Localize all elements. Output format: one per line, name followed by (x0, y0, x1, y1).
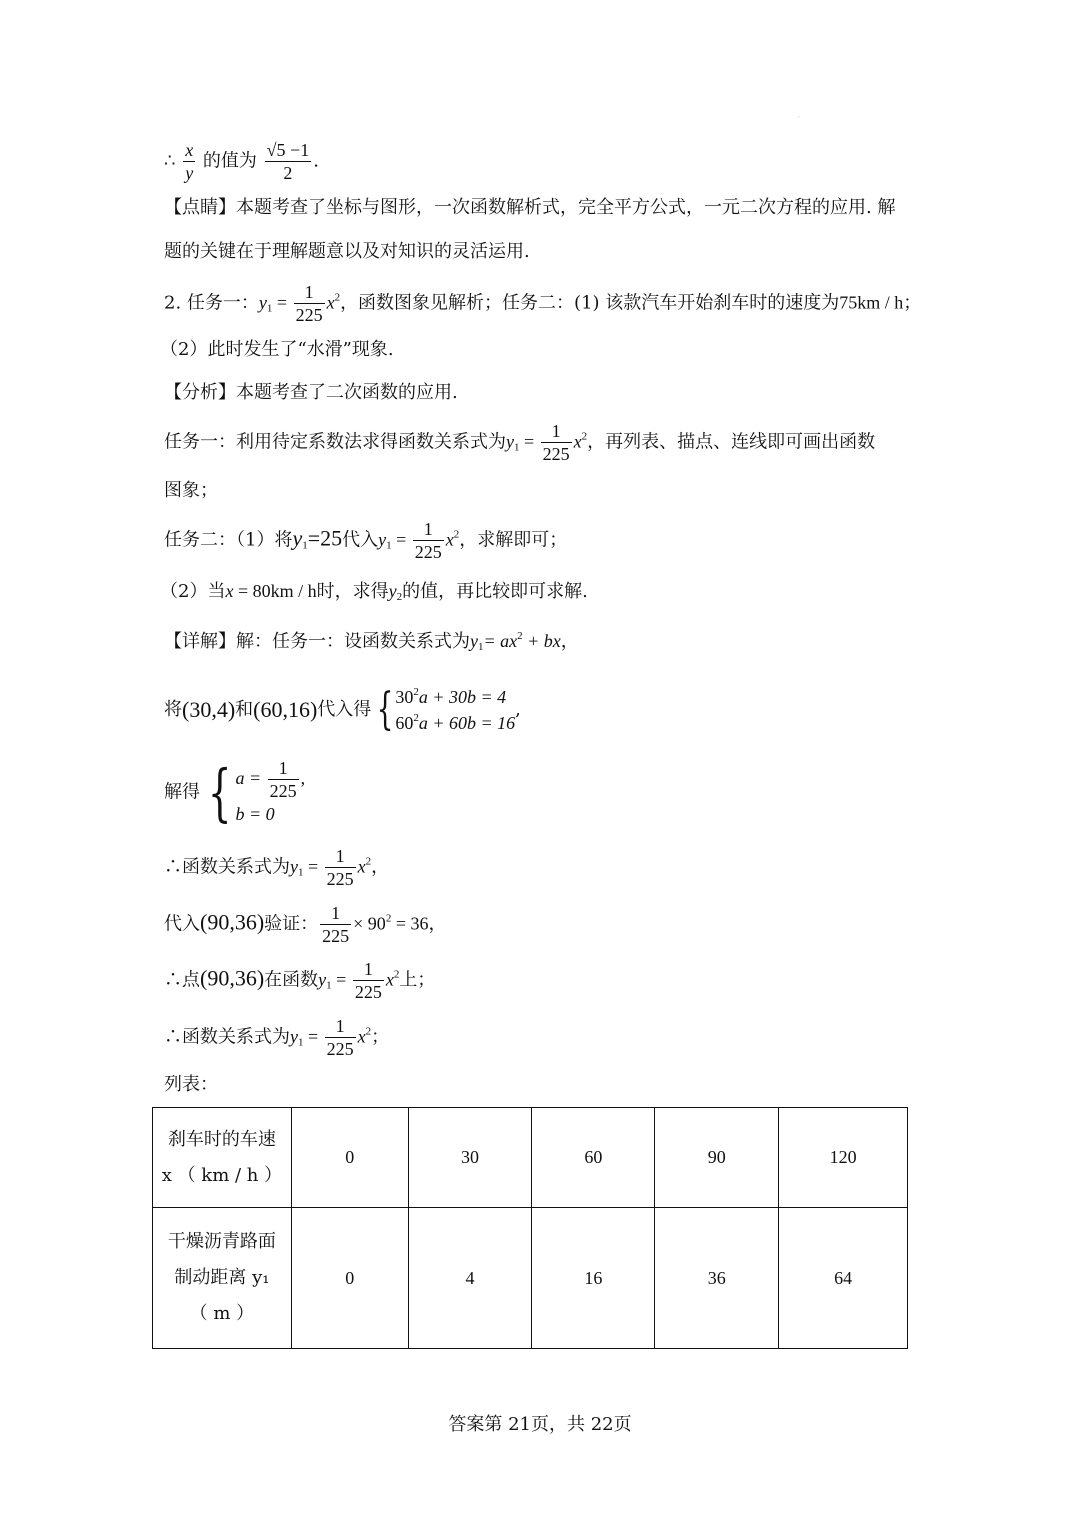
substitute-line: 将(30,4)和(60,16)代入得 { $30^2a + 30b = 4$ $60^2a + 60b = 16$ , (164, 684, 521, 736)
speed-distance-table (152, 1107, 908, 1349)
table-cell: 64 (779, 1208, 908, 1349)
solution-brace: { (207, 755, 232, 829)
table-cell: 120 (779, 1108, 908, 1208)
system-brace: { (376, 684, 394, 736)
q2-answer-line: 2. 任务一：$y_1$ = $\frac{1}{225}$ $x^2$，函数图象见解析；任务二：(1) 该款汽车开始刹车时的速度为75km / h； (164, 282, 922, 325)
table-cell: 4 (408, 1208, 532, 1349)
xiangjie-line: 【详解】解：任务一：设函数关系式为$y_1= ax^2$ + bx， (164, 630, 579, 653)
on-function-line: ∴点(90,36)在函数$y_1$ = $\frac{1}{225}$ $x^2$上； (164, 959, 436, 1002)
table-cell: 36 (655, 1208, 779, 1349)
therefore-symbol: ∴ (164, 150, 176, 172)
corner-mark: · (798, 114, 800, 121)
fraction-1-225: $\frac{1}{225}$ (295, 282, 323, 325)
x-over-y: $\frac{x}{y}$ (185, 140, 194, 183)
task1-line: 任务一：利用待定系数法求得函数关系式为$y_1$ = $\frac{1}{225}$ $x^2$，再列表、描点、连线即可画出函数 (164, 421, 876, 464)
task2-line-2: （2）当x = 80km / h时，求得$y_2$的值，再比较即可求解. (160, 581, 588, 603)
row-header-distance: 干燥沥青路面 制动距离 y₁ （ m ） (153, 1208, 292, 1349)
row-header-speed: 刹车时的车速 x （ km / h ） (153, 1108, 292, 1208)
table-cell: 60 (532, 1108, 655, 1208)
table-cell: 16 (532, 1208, 655, 1349)
task1-line-2: 图象； (164, 480, 218, 501)
solution-system: a = $\frac{1}{225}$ , b = 0 (235, 758, 306, 825)
equation-system: $30^2a + 30b = 4$ $60^2a + 60b = 16$ (395, 686, 516, 734)
table-cell: 30 (408, 1108, 532, 1208)
table-cell: 90 (655, 1108, 779, 1208)
golden-ratio-fraction: $\frac{√5 -1}{2}$ (266, 140, 310, 183)
task2-line: 任务二：（1）将$y_1=25$代入$y_1$ = $\frac{1}{225}$ $x^2$，求解即可； (164, 519, 568, 562)
list-label: 列表： (164, 1074, 218, 1095)
function-line-1: ∴函数关系式为$y_1$ = $\frac{1}{225}$ $x^2$， (164, 846, 390, 889)
solution-line: 解得 { a = $\frac{1}{225}$ , b = 0 (164, 755, 306, 829)
dianjing-line-1: 【点睛】本题考查了坐标与图形，一次函数解析式，完全平方公式，一元二次方程的应用. 解 (164, 197, 896, 218)
table-row (153, 1108, 908, 1208)
verify-line: 代入(90,36)验证： $\frac{1}{225}$ × $90^2 = 36$， (164, 903, 447, 946)
table-cell: 0 (291, 1208, 408, 1349)
result-line: ∴ $\frac{x}{y}$ 的值为 $\frac{√5 -1}{2}$ . (164, 140, 319, 183)
q2-line-2: （2）此时发生了“水滑”现象. (160, 339, 394, 360)
table-cell: 0 (291, 1108, 408, 1208)
function-line-2: ∴函数关系式为$y_1$ = $\frac{1}{225}$ $x^2$； (164, 1016, 390, 1059)
dianjing-line-2: 题的关键在于理解题意以及对知识的灵活运用. (164, 241, 530, 262)
table-row (153, 1208, 908, 1349)
page-footer: 答案第 21页，共 22页 (448, 1414, 632, 1435)
fenxi-line: 【分析】本题考查了二次函数的应用. (164, 382, 458, 403)
